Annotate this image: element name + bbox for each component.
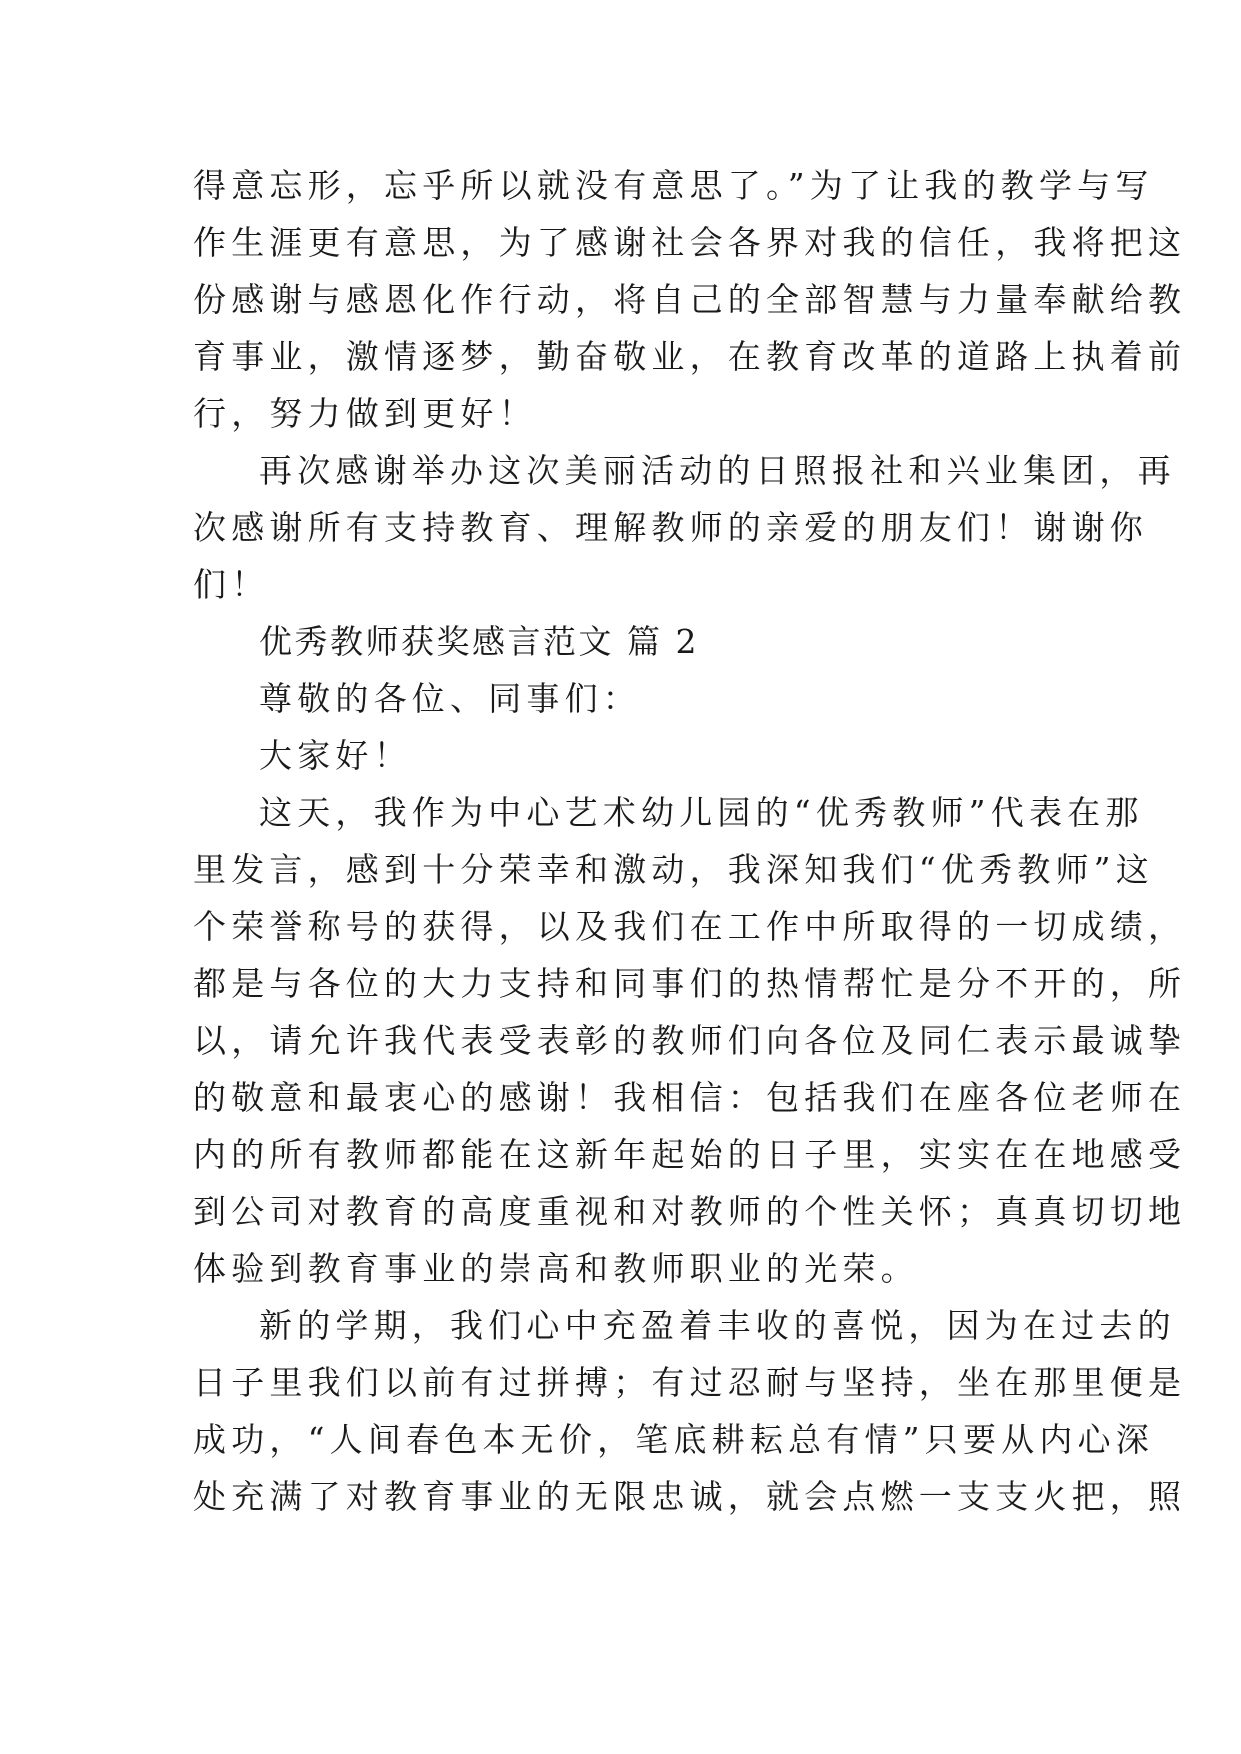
body-text-line: 们！ xyxy=(193,565,270,604)
body-text-line: 个荣誉称号的获得，以及我们在工作中所取得的一切成绩， xyxy=(193,907,1187,946)
body-text-line: 到公司对教育的高度重视和对教师的个性关怀；真真切切地 xyxy=(193,1192,1187,1231)
body-text-line: 以，请允许我代表受表彰的教师们向各位及同仁表示最诚挚 xyxy=(193,1021,1187,1060)
body-text-line: 的敬意和最衷心的感谢！我相信：包括我们在座各位老师在 xyxy=(193,1078,1187,1117)
paragraph-first-line: 再次感谢举办这次美丽活动的日照报社和兴业集团，再 xyxy=(259,451,1176,490)
body-text-line: 育事业，激情逐梦，勤奋敬业，在教育改革的道路上执着前 xyxy=(193,337,1187,376)
body-text-line: 处充满了对教育事业的无限忠诚，就会点燃一支支火把，照 xyxy=(193,1477,1187,1516)
body-text-line: 都是与各位的大力支持和同事们的热情帮忙是分不开的，所 xyxy=(193,964,1187,1003)
salutation: 尊敬的各位、同事们： xyxy=(259,679,641,718)
body-text-line: 作生涯更有意思，为了感谢社会各界对我的信任，我将把这 xyxy=(193,223,1187,262)
body-text-line: 里发言，感到十分荣幸和激动，我深知我们“优秀教师”这 xyxy=(193,850,1154,889)
body-text-line: 成功，“人间春色本无价，笔底耕耘总有情”只要从内心深 xyxy=(193,1420,1154,1459)
paragraph-first-line: 新的学期，我们心中充盈着丰收的喜悦，因为在过去的 xyxy=(259,1306,1176,1345)
body-text-line: 得意忘形，忘乎所以就没有意思了。”为了让我的教学与写 xyxy=(193,166,1154,205)
paragraph-first-line: 这天，我作为中心艺术幼儿园的“优秀教师”代表在那 xyxy=(259,793,1144,832)
body-text-line: 日子里我们以前有过拼搏；有过忍耐与坚持，坐在那里便是 xyxy=(193,1363,1187,1402)
body-text-line: 体验到教育事业的崇高和教师职业的光荣。 xyxy=(193,1249,919,1288)
body-text-line: 行，努力做到更好！ xyxy=(193,394,537,433)
body-text-line: 份感谢与感恩化作行动，将自己的全部智慧与力量奉献给教 xyxy=(193,280,1187,319)
body-text-line: 内的所有教师都能在这新年起始的日子里，实实在在地感受 xyxy=(193,1135,1187,1174)
section-heading: 优秀教师获奖感言范文 篇 2 xyxy=(259,622,699,661)
body-text-line: 次感谢所有支持教育、理解教师的亲爱的朋友们！谢谢你 xyxy=(193,508,1148,547)
greeting: 大家好！ xyxy=(259,736,412,775)
